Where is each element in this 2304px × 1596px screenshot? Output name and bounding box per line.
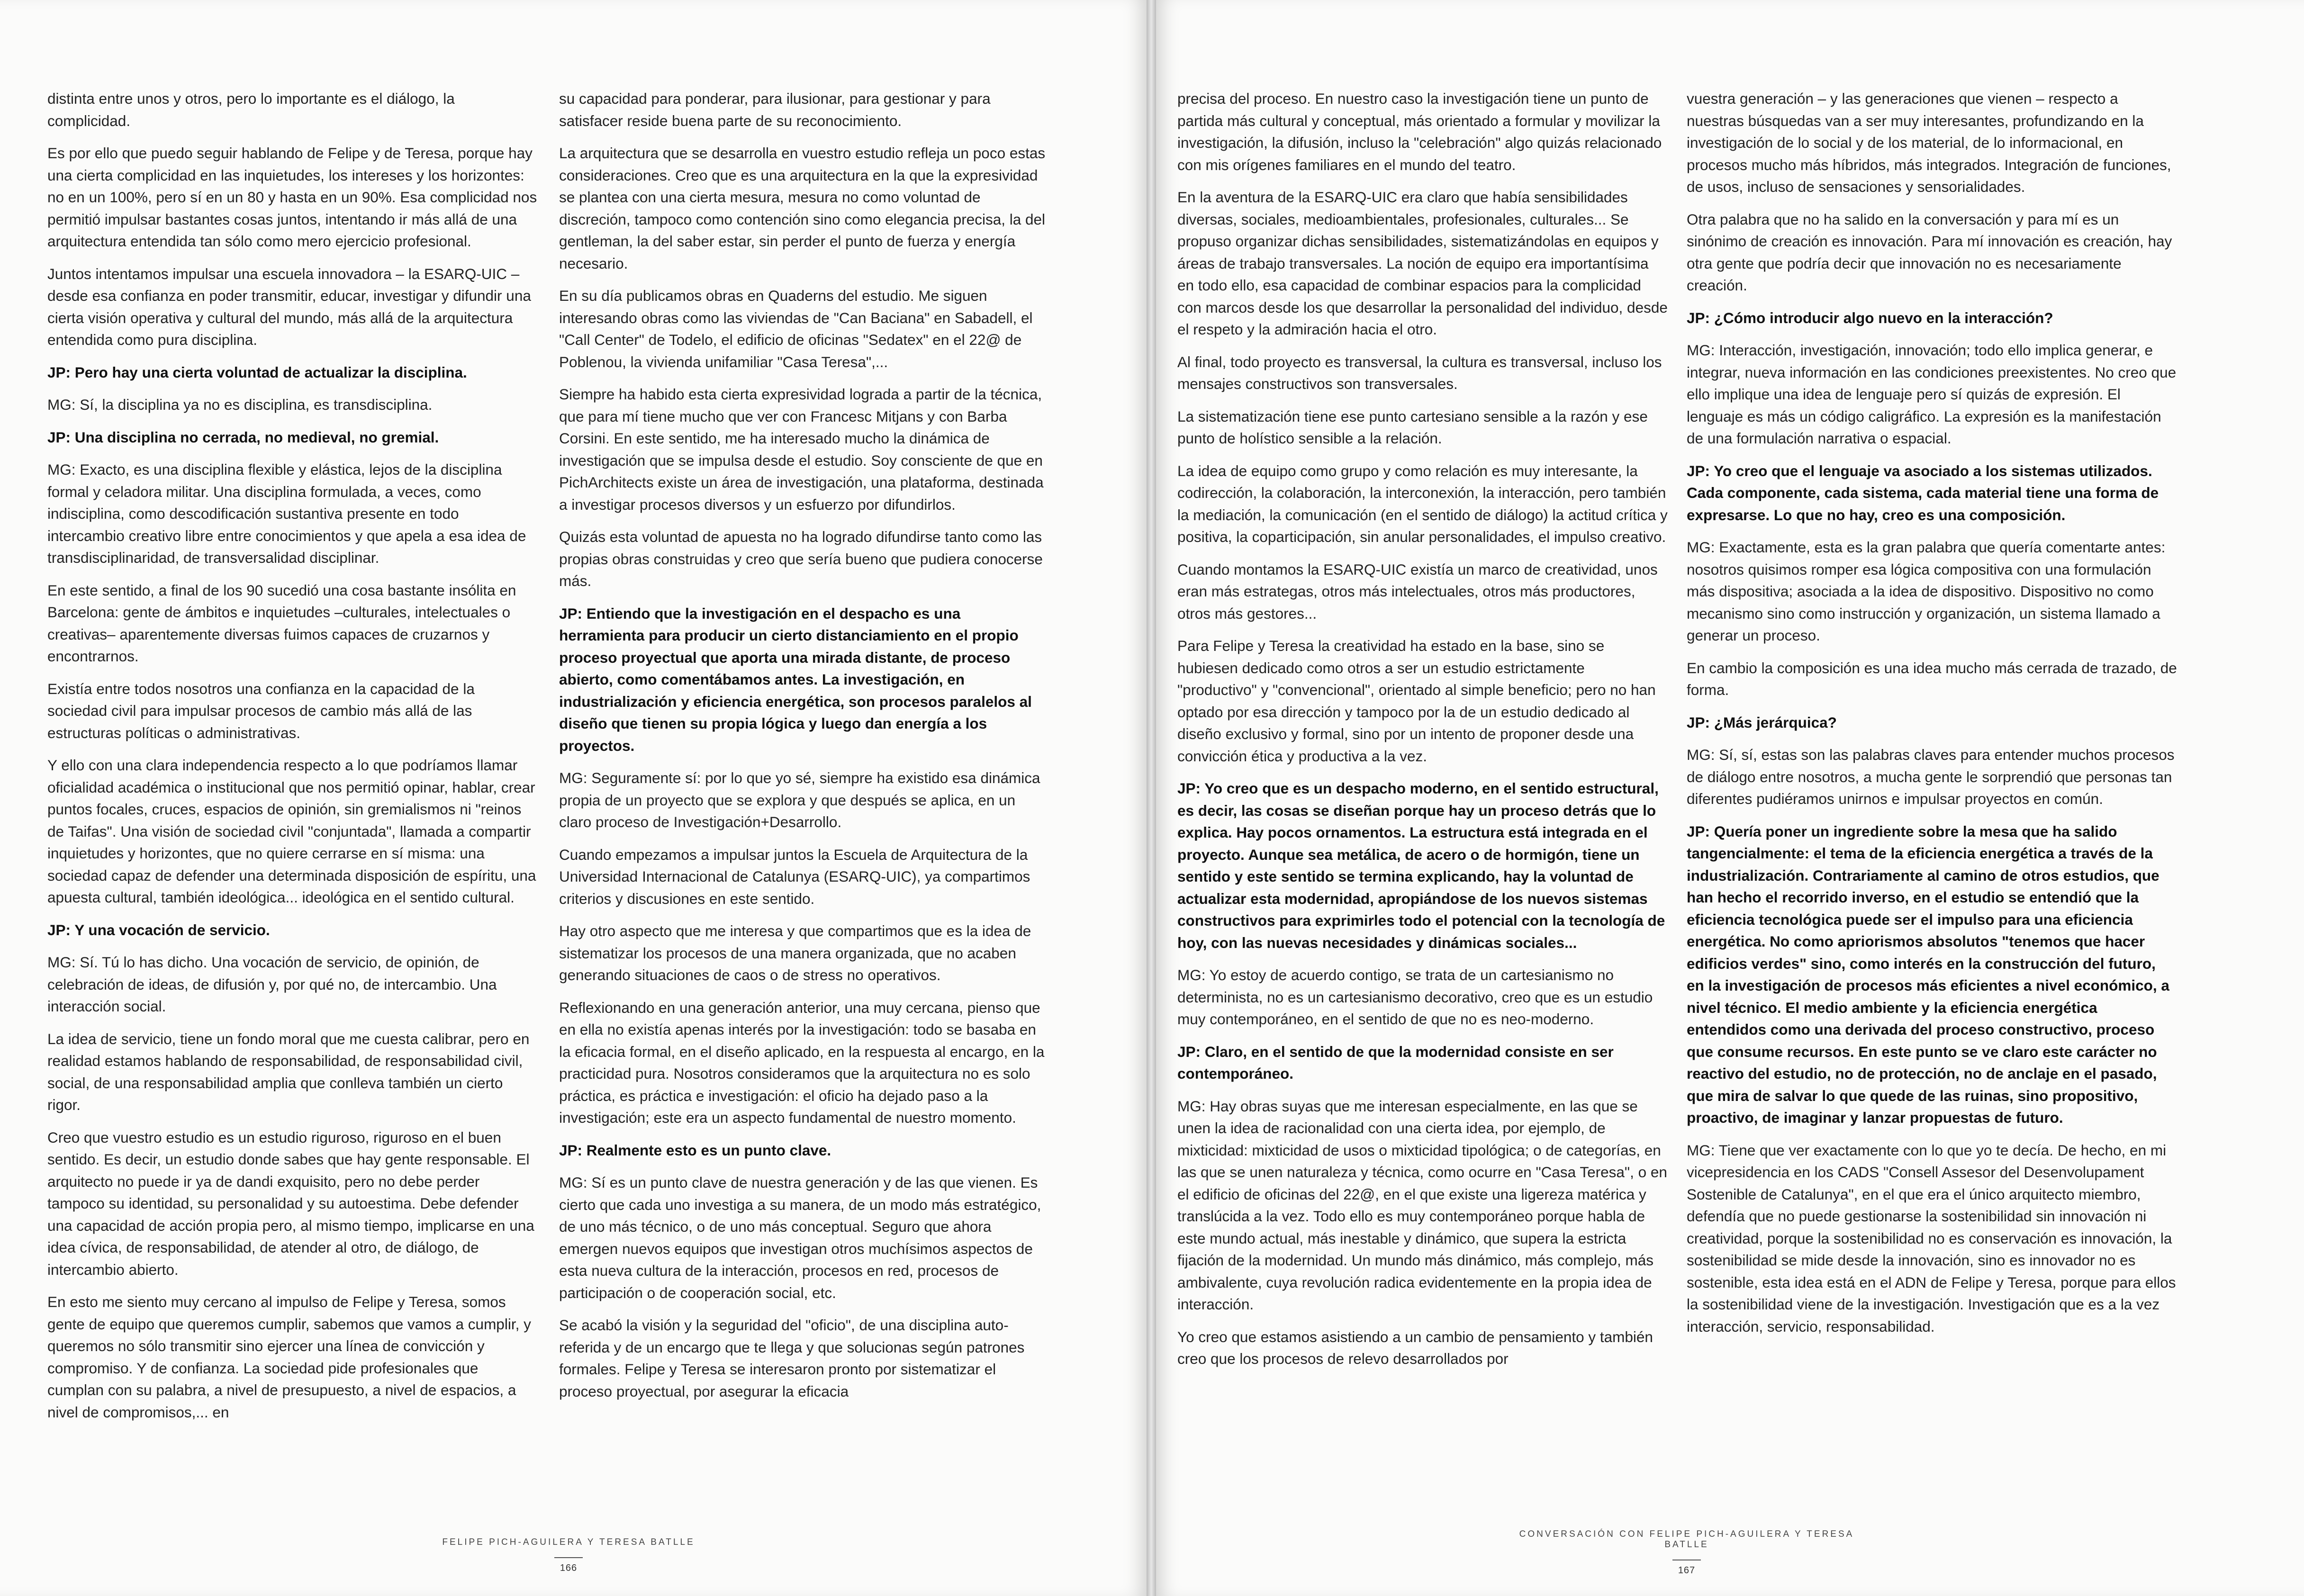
body-paragraph: MG: Sí. Tú lo has dicho. Una vocación de servicio, de opinión, de celebración de ideas, de difusión y, por qué no, de intercambio. Una interacción social.	[47, 954, 497, 1015]
body-paragraph: La arquitectura que se desarrolla en vuestro estudio refleja un poco estas consideraciones. Creo que es una arquitectura en la que la expresividad se plantea con una cierta mesura, mesura no como voluntad de discreción, tampoco como contención sino como elegancia precisa, la del gentleman, la del saber estar, sin perder el punto de fuerza y energía necesario.	[559, 144, 1046, 272]
interviewer-question: JP: Una disciplina no cerrada, no medieval, no gremial.	[47, 428, 439, 446]
body-paragraph: Existía entre todos nosotros una confianza en la capacidad de la sociedad civil para impulsar procesos de cambio más allá de las estructuras políticas o administrativas.	[47, 680, 475, 741]
interviewer-question: JP: Pero hay una cierta voluntad de actualizar la disciplina.	[47, 363, 467, 381]
body-paragraph: MG: Exacto, es una disciplina flexible y elástica, lejos de la disciplina formal y celadora militar. Una disciplina formulada, a veces, como indisciplina, como descodificación sustantiva presente en todo intercambio creativo libre entre conocimientos y que apela a esa idea de transdisciplinaridad, de transversalidad disciplinar.	[47, 461, 526, 566]
interviewer-question: JP: ¿Más jerárquica?	[1687, 713, 1837, 731]
right-page-column-2	[1687, 88, 2177, 1348]
body-paragraph: Hay otro aspecto que me interesa y que compartimos que es la idea de sistematizar los procesos de una manera organizada, que no acaben generando situaciones de caos o de stress no operativos.	[559, 922, 1031, 983]
body-paragraph: La idea de servicio, tiene un fondo moral que me cuesta calibrar, pero en realidad estamos hablando de responsabilidad, de responsabilidad civil, social, de una responsabilidad amplia que conlleva también un cierto rigor.	[47, 1030, 530, 1113]
body-paragraph: MG: Sí, sí, estas son las palabras claves para entender muchos procesos de diálogo entre nosotros, a mucha gente le sorprendió que personas tan diferentes pudiéramos unirnos e impulsar proyectos en común.	[1687, 746, 2175, 807]
body-paragraph: En su día publicamos obras en Quaderns del estudio. Me siguen interesando obras como las viviendas de "Can Baciana" en Sabadell, el "Call Center" de Todelo, el edificio de oficinas "Sedatex" en el 22@ de Poblenou, la vivienda unifamiliar "Casa Teresa",...	[559, 287, 1033, 370]
body-paragraph: su capacidad para ponderar, para ilusionar, para gestionar y para satisfacer reside buena parte de su reconocimiento.	[559, 90, 991, 129]
body-paragraph: Yo creo que estamos asistiendo a un cambio de pensamiento y también creo que los procesos de relevo desarrollados por	[1177, 1328, 1653, 1367]
body-paragraph: MG: Sí es un punto clave de nuestra generación y de las que vienen. Es cierto que cada uno investiga a su manera, de un modo más estratégico, de uno más técnico, o de uno más conceptual. Seguro que ahora emergen nuevos equipos que investigan otros muchísimos aspectos de esta nueva cultura de la interacción, procesos en red, procesos de participación o de cooperación social, etc.	[559, 1174, 1041, 1301]
body-paragraph: Es por ello que puedo seguir hablando de Felipe y de Teresa, porque hay una cierta complicidad en las inquietudes, los intereses y los horizontes: no en un 100%, pero sí en un 80 y hasta en un 90%. Esa complicidad nos permitió impulsar bastantes cosas juntos, intentando ir más allá de una arquitectura entendida tan sólo como mero ejercicio profesional.	[47, 144, 537, 250]
left-page-column-2	[559, 88, 1049, 1413]
body-paragraph: MG: Tiene que ver exactamente con lo que yo te decía. De hecho, en mi vicepresidencia en los CADS "Consell Assesor del Desenvolupament Sostenible de Catalunya", en el que era el único arquitecto miembro, defendía que no puede gestionarse la sostenibilidad sin innovación ni creatividad, porque la sostenibilidad no es conservación es innovación, la sostenibilidad se mide desde la innovación, sino es innovador no es sostenible, esta idea está en el ADN de Felipe y Teresa, porque para ellos la sostenibilidad viene de la investigación. Investigación que es a la vez interacción, servicio, responsabilidad.	[1687, 1141, 2176, 1335]
body-paragraph: Se acabó la visión y la seguridad del "oficio", de una disciplina auto-referida y de un encargo que te llega y que solucionas según patrones formales. Felipe y Teresa se interesaron pronto por sistematizar el proceso proyectual, por asegurar la eficacia	[559, 1316, 1025, 1400]
body-paragraph: En este sentido, a final de los 90 sucedió una cosa bastante insólita en Barcelona: gente de ámbitos e inquietudes –culturales, intelectuales o creativas– aparentemente diversas fuimos capaces de cruzarnos y encontrarnos.	[47, 581, 516, 665]
body-paragraph: MG: Yo estoy de acuerdo contigo, se trata de un cartesianismo no determinista, no es un cartesianismo decorativo, creo que es un estudio muy contemporáneo, en el sentido de que no es neo-moderno.	[1177, 966, 1653, 1028]
interviewer-question: JP: ¿Cómo introducir algo nuevo en la interacción?	[1687, 309, 2053, 326]
right-page-column-1	[1177, 88, 1668, 1380]
body-paragraph: Cuando montamos la ESARQ-UIC existía un marco de creatividad, unos eran más estrategas, otros más intelectuales, otros más productores, otros más gestores...	[1177, 560, 1658, 622]
interviewer-question: JP: Claro, en el sentido de que la modernidad consiste en ser contemporáneo.	[1177, 1043, 1614, 1082]
page-number: 167	[1678, 1565, 1696, 1576]
page-number: 166	[560, 1563, 578, 1573]
body-paragraph: Reflexionando en una generación anterior, una muy cercana, pienso que en ella no existía apenas interés por la investigación: todo se basaba en la eficacia formal, en el diseño aplicado, en la respuesta al encargo, en la practicidad pura. Nosotros consideramos que la arquitectura no es solo práctica, es práctica e investigación: el oficio ha dejado paso a la investigación; este era un aspecto fundamental de nuestro momento.	[559, 999, 1045, 1126]
footer-rule	[554, 1557, 583, 1558]
body-paragraph: distinta entre unos y otros, pero lo importante es el diálogo, la complicidad.	[47, 90, 455, 129]
body-paragraph: En la aventura de la ESARQ-UIC era claro que había sensibilidades diversas, sociales, medioambientales, profesionales, culturales... Se propuso organizar dichas sensibilidades, sistematizándolas en equipos y áreas de trabajo transversales. La noción de equipo era importantísima en todo ello, esa capacidad de combinar espacios para la complicidad con marcos desde los que desarrollar la personalidad del individuo, desde el respeto y la admiración hacia el otro.	[1177, 189, 1668, 338]
body-paragraph: En esto me siento muy cercano al impulso de Felipe y Teresa, somos gente de equipo que queremos cumplir, sabemos que vamos a cumplir, y queremos no sólo transmitir sino ejercer una línea de convicción y compromiso. Y de confianza. La sociedad pide profesionales que cumplan con su palabra, a nivel de presupuesto, a nivel de espacios, a nivel de compromisos,... en	[47, 1293, 531, 1421]
left-page-footer	[426, 1537, 711, 1574]
left-page-column-1	[47, 88, 538, 1434]
interviewer-question: JP: Yo creo que es un despacho moderno, en el sentido estructural, es decir, las cosas se diseñan porque hay un proceso detrás que lo explica. Hay pocos ornamentos. La estructura está integrada en el proyecto. Aunque sea metálica, de acero o de hormigón, tiene un sentido y este sentido se termina explicando, hay la voluntad de actualizar esta modernidad, apropiándose de los nuevos sistemas constructivos para exprimirles todo el potencial con la tecnología de hoy, con las nuevas necesidades y dinámicas sociales...	[1177, 780, 1665, 951]
body-paragraph: Otra palabra que no ha salido en la conversación y para mí es un sinónimo de creación es innovación. Para mí innovación es creación, hay otra gente que podría decir que innovación no es necesariamente creación.	[1687, 210, 2172, 294]
interviewer-question: JP: Y una vocación de servicio.	[47, 921, 270, 938]
body-paragraph: Para Felipe y Teresa la creatividad ha estado en la base, sino se hubiesen dedicado como otros a ser un estudio estrictamente "productivo" y "convencional", orientado al simple beneficio; pero no han optado por esa dirección y tampoco por la de un estudio dedicado al diseño exclusivo y formal, sino por un intento de proponer desde una convicción ética y productiva a la vez.	[1177, 637, 1656, 765]
body-paragraph: Siempre ha habido esta cierta expresividad lograda a partir de la técnica, que para mí tiene mucho que ver con Francesc Mitjans y con Barba Corsini. En este sentido, me ha interesado mucho la dinámica de investigación que se impulsa desde el estudio. Soy consciente de que en PichArchitects existe un área de investigación, una plataforma, destinada a investigar procesos diversos y un esfuerzo por difundirlos.	[559, 386, 1044, 513]
interviewer-question: JP: Quería poner un ingrediente sobre la mesa que ha salido tangencialmente: el tema de la eficiencia energética a través de la industrialización. Contrariamente al camino de otros estudios, que han hecho el recorrido inverso, en el estudio se entendió que la eficiencia tecnológica puede ser el impulso para una eficiencia energética. No como apriorismos absolutos "tenemos que hacer edificios verdes" sino, como interés en la construcción del futuro, en la investigación de procesos más eficientes a nivel económico, a nivel técnico. El medio ambiente y la eficiencia energética entendidos como una derivada del proceso constructivo, proceso que consume recursos. En este punto se ve claro este carácter no reactivo del estudio, no de protección, no de anclaje en el pasado, que mira de salvar lo que quede de las ruinas, sino propositivo, proactivo, de imaginar y lanzar propuestas de futuro.	[1687, 822, 2169, 1126]
body-paragraph: Cuando empezamos a impulsar juntos la Escuela de Arquitectura de la Universidad Internacional de Catalunya (ESARQ-UIC), ya compartimos criterios y discusiones en este sentido.	[559, 846, 1030, 907]
interviewer-question: JP: Realmente esto es un punto clave.	[559, 1141, 831, 1159]
body-paragraph: Juntos intentamos impulsar una escuela innovadora – la ESARQ-UIC – desde esa confianza en poder transmitir, educar, investigar y difundir una cierta visión operativa y cultural del mundo, más allá de la arquitectura entendida como pura disciplina.	[47, 265, 531, 348]
body-paragraph: La idea de equipo como grupo y como relación es muy interesante, la codirección, la colaboración, la interconexión, la interacción, pero también la mediación, la comunicación (en el sentido de diálogo) la actitud crítica y positiva, la coparticipación, sin anular personalidades, el impulso creativo.	[1177, 462, 1668, 545]
body-paragraph: MG: Interacción, investigación, innovación; todo ello implica generar, e integrar, nueva información en las condiciones preexistentes. No creo que ello implique una idea de lenguaje pero sí quizás de expresión. El lenguaje es más un código caligráfico. La expresión es la manifestación de una formulación narrativa o espacial.	[1687, 342, 2177, 447]
right-page-footer	[1502, 1529, 1871, 1576]
body-paragraph: Al final, todo proyecto es transversal, la cultura es transversal, incluso los mensajes constructivos son transversales.	[1177, 353, 1662, 392]
body-paragraph: Y ello con una clara independencia respecto a lo que podríamos llamar oficialidad académica o institucional que nos permitió opinar, hablar, crear puntos focales, cruces, espacios de opinión, sin gremialismos ni "reinos de Taifas". Una visión de sociedad civil "conjuntada", llamada a compartir inquietudes y horizontes, que no quiere cerrarse en sí misma: una sociedad capaz de defender una determinada disposición de espíritu, una apuesta cultural, también ideológica... ideológica en el sentido cultural.	[47, 757, 536, 906]
running-footer-title: FELIPE PICH-AGUILERA Y TERESA BATLLE	[442, 1537, 695, 1547]
body-paragraph: MG: Hay obras suyas que me interesan especialmente, en las que se unen la idea de racionalidad con una cierta idea, por ejemplo, de mixticidad: mixticidad de usos o mixticidad tipológica; o de categorías, en las que se unen naturaleza y técnica, como ocurre en "Casa Teresa", o en el edificio de oficinas del 22@, en el que existe una ligereza matérica y translúcida a la vez. Todo ello es muy contemporáneo porque habla de este mundo actual, más inestable y dinámico, que supera la estricta fijación de la modernidad. Un mundo más dinámico, más complejo, más ambivalente, cuya revolución radica evidentemente en la propia idea de interacción.	[1177, 1097, 1667, 1313]
body-paragraph: Creo que vuestro estudio es un estudio riguroso, riguroso en el buen sentido. Es decir, un estudio donde sabes que hay gente responsable. El arquitecto no puede ir ya de dandi exquisito, pero no debe perder tampoco su identidad, su personalidad y su autoestima. Debe defender una capacidad de acción propia pero, al mismo tiempo, implicarse en una idea cívica, de responsabilidad, de atender al otro, de diálogo, de intercambio abierto.	[47, 1128, 534, 1278]
body-paragraph: En cambio la composición es una idea mucho más cerrada de trazado, de forma.	[1687, 659, 2177, 698]
interviewer-question: JP: Yo creo que el lenguaje va asociado a los sistemas utilizados. Cada componente, cada sistema, cada material tiene una forma de expresarse. Lo que no hay, creo es una composición.	[1687, 462, 2159, 523]
body-paragraph: vuestra generación – y las generaciones que vienen – respecto a nuestras búsquedas van a ser muy interesantes, profundizando en la investigación de lo social y de los material, de lo informacional, en procesos mucho más híbridos, más integrados. Integración de funciones, de usos, incluso de sensaciones y sensorialidades.	[1687, 90, 2171, 195]
body-paragraph: La sistematización tiene ese punto cartesiano sensible a la razón y ese punto de holístico sensible a la relación.	[1177, 407, 1648, 447]
running-footer-title: CONVERSACIÓN CON FELIPE PICH-AGUILERA Y TERESA BATLLE	[1519, 1529, 1854, 1550]
book-gutter	[1147, 0, 1156, 1596]
body-paragraph: precisa del proceso. En nuestro caso la investigación tiene un punto de partida más cultural y conceptual, más orientado a formular y movilizar la investigación, la difusión, incluso la "celebración" algo quizás relacionado con mis orígenes familiares en el mundo del teatro.	[1177, 90, 1662, 173]
body-paragraph: Quizás esta voluntad de apuesta no ha logrado difundirse tanto como las propias obras construidas y creo que sería bueno que pudiera conocerse más.	[559, 528, 1043, 589]
body-paragraph: MG: Sí, la disciplina ya no es disciplina, es transdisciplina.	[47, 396, 433, 413]
interviewer-question: JP: Entiendo que la investigación en el despacho es una herramienta para producir un cierto distanciamiento en el propio proceso proyectual que aporta una mirada distante, de proceso abierto, como comentábamos antes. La investigación, en industrialización y eficiencia energética, son procesos paralelos al diseño que tienen su propia lógica y luego dan energía a los proyectos.	[559, 604, 1032, 754]
body-paragraph: MG: Seguramente sí: por lo que yo sé, siempre ha existido esa dinámica propia de un proyecto que se explora y que después se aplica, en un claro proceso de Investigación+Desarrollo.	[559, 769, 1040, 830]
body-paragraph: MG: Exactamente, esta es la gran palabra que quería comentarte antes: nosotros quisimos romper esa lógica compositiva con una formulación más dispositiva; asociada a la idea de dispositivo. Dispositivo no como mecanismo sino como instrucción y organización, un sistema llamado a generar un proceso.	[1687, 539, 2166, 644]
